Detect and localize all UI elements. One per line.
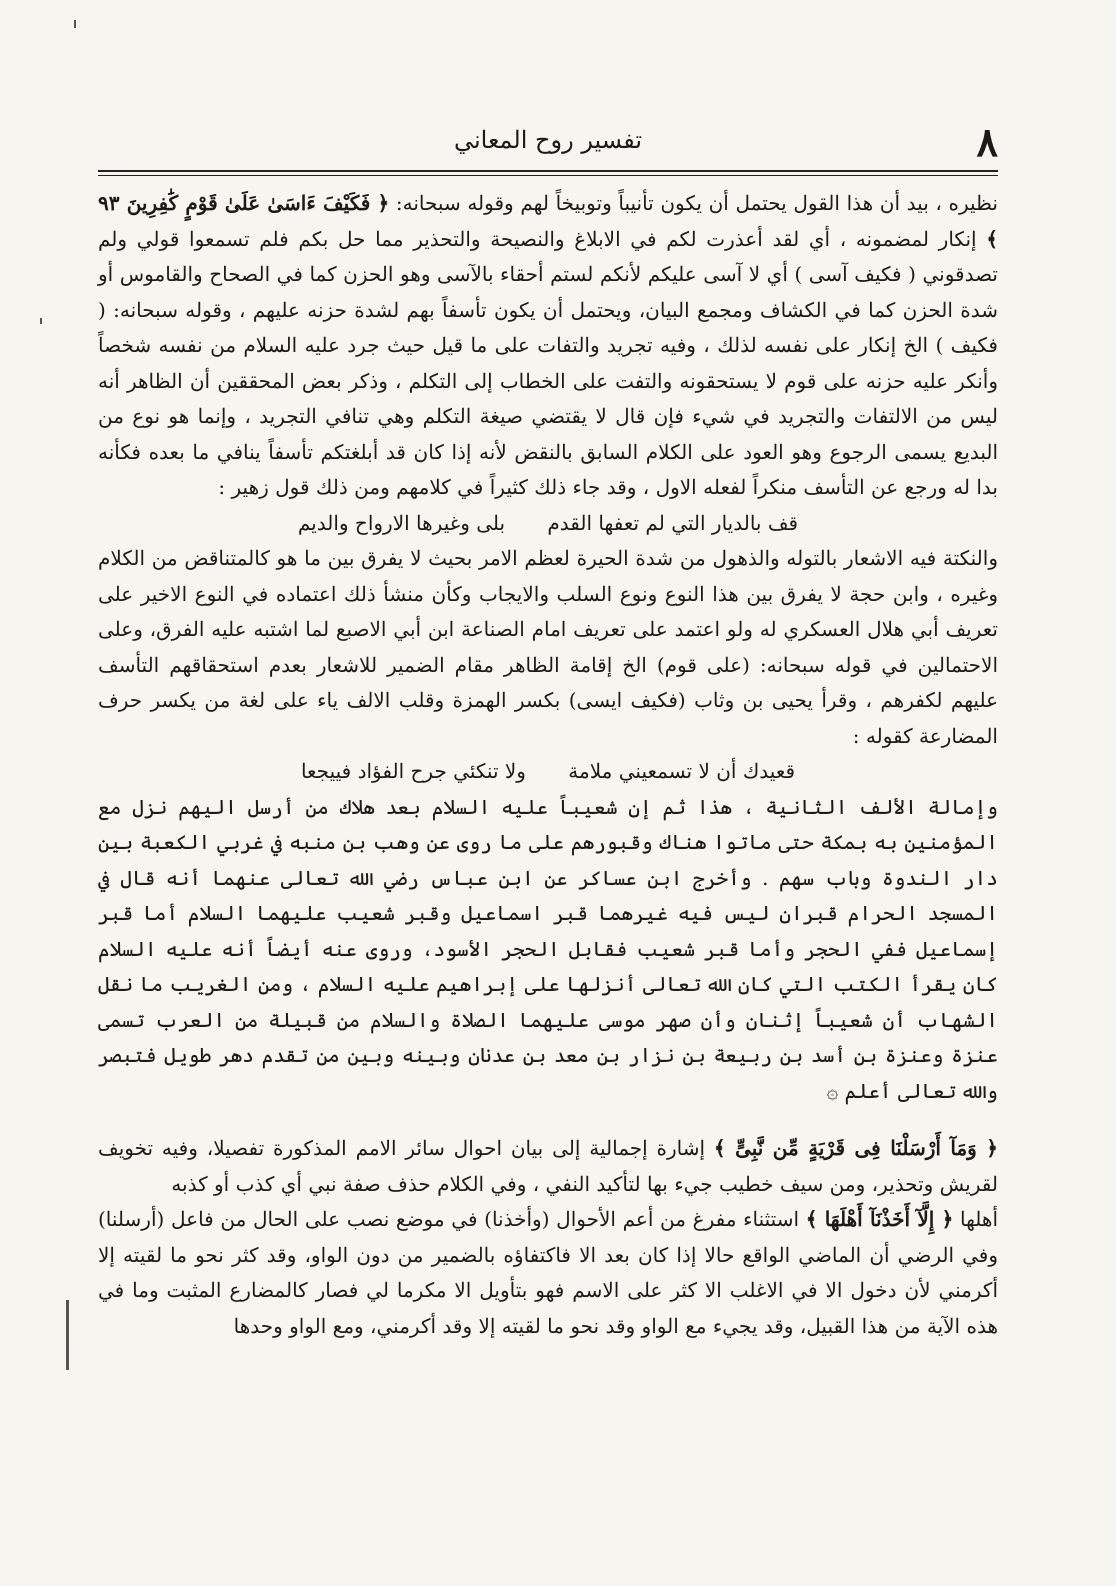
paragraph-1-lead: نظيره ، بيد أن هذا القول يحتمل أن يكون تأنيباً وتوبيخاً لهم وقوله سبحانه: — [395, 191, 998, 215]
paragraph-4 — [98, 1131, 998, 1202]
verse-second-hemistich: بلى وغيرها الارواح والديم — [297, 510, 506, 535]
paragraph-5-lead: أهلها — [959, 1207, 999, 1231]
header-rule — [98, 175, 998, 176]
quran-verse-94b: ﴿ إِلَّآ أَخَذْنَآ أَهْلَهَا ﴾ — [805, 1207, 954, 1231]
quran-verse-94a: ﴿ وَمَآ أَرْسَلْنَا فِى قَرْيَةٍ مِّن نَّبِىٍّ ﴾ — [713, 1136, 998, 1160]
paragraph-1-text: إنكار لمضمونه ، أي لقد أعذرت لكم في الابلاغ والنصيحة والتحذير مما حل بكم فلم تسمعوا قولي ولم تصدقوني ( فكيف آسى ) أي لا آسى عليكم لأنكم لستم أحقاء بالآسى وهو الحزن كما في الصحاح والقاموس أو شدة الحزن كما في الكشاف ومجمع البيان، ويحتمل أن يكون تأسفاً بهم لشدة حزنه عليهم ، وقوله سبحانه: ( فكيف ) الخ إنكار على نفسه لذلك ، وفيه تجريد والتفات على ما قيل حيث جرد عليه السلام من نفسه شخصاً وأنكر عليه حزنه على قوم لا يستحقونه والتفت على الخطاب إلى التكلم ، وذكر بعض المحققين أن الظاهر أنه ليس من الالتفات والتجريد في شيء فإن قال لا يقتضي صيغة التكلم وهي تنافي التجريد ، وإنما هو نوع من البديع يسمى الرجوع وهو العود على الكلام السابق بالنقض لأنه إذا كان قد أبلغتكم تأسفاً ينافي ما بعده فكأنه بدا له ورجع عن التأسف منكراً لفعله الاول ، وقد جاء ذلك كثيراً في كلامهم ومن ذلك قول زهير : — [98, 226, 998, 499]
paragraph-5-text: استثناء مفرغ من أعم الأحوال (وأخذنا) في موضع نصب على الحال من فاعل (أرسلنا) وفي الرضي أن الماضي الواقع حالا إذا كان بعد الا فاكتفاؤه بالضمير من دون الواو، وقد كثر نحو ما لقيته إلا أكرمني لأن دخول الا في الاغلب الا كثر على الاسم فهو بتأويل الا مكرما لي فصار كالمضارع المثبت وما في هذه الآية من هذا القبيل، وقد يجيء مع الواو وقد نحو ما لقيته إلا وقد أكرمني، ومع الواو وحدها — [98, 1207, 998, 1338]
paragraph-3: وإمالة الألف الثانية ، هذا ثم إن شعيباً عليه السلام بعد هلاك من أرسل اليهم نزل مع المؤمنين به بمكة حتى ماتوا هناك وقبورهم على ما روى عن وهب بن منبه في غربي الكعبة بين دار الندوة وباب سهم . وأخرج ابن عساكر عن ابن عباس رضي الله تعالى عنهما أنه قال في المسجد الحرام قبران ليس فيه غيرهما قبر اسماعيل وقبر شعيب عليهما السلام أما قبر إسماعيل ففي الحجر وأما قبر شعيب فقابل الحجر الأسود، وروى عنه أيضاً أنه عليه السلام كان يقرأ الكتب التي كان الله تعالى أنزلها على إبراهيم عليه السلام ، ومن الغريب ما نقل الشهاب أن شعيباً إثنان وأن صهر موسى عليهما الصلاة والسلام من قبيلة من العرب تسمى عنزة وعنزة بن أسد بن ربيعة بن نزار بن معد بن عدنان وبينه وبين من تقدم دهر طويل فتبصر والله تعالى أعلم ۞ — [98, 794, 998, 1103]
quran-verse-93: ﴿ فَكَيْفَ ءَاسَىٰ عَلَىٰ قَوْمٍ كَٰفِرِينَ ٩٣ ﴾ — [98, 191, 998, 251]
scan-mark — [66, 1300, 69, 1370]
page-number: ٨ — [976, 119, 998, 166]
running-title: تفسير روح المعاني — [453, 126, 643, 154]
verse-first-hemistich: قعيدك أن لا تسمعيني ملامة — [568, 759, 796, 783]
paragraph-2: والنكتة فيه الاشعار بالتوله والذهول من شدة الحيرة لعظم الامر بحيث لا يفرق بين ما هو كالمتناقض من الكلام وغيره ، وابن حجة لا يفرق بين هذا النوع ونوع السلب والايجاب وكأن منشأ ذلك اعتماده في النوع الاخير على تعريف أبي هلال العسكري له ولو اعتمد على تعريف امام الصناعة ابن أبي الاصبع لما اشتبه عليه الفرق، وعلى الاحتمالين في قوله سبحانه: (على قوم) الخ إقامة الظاهر مقام الضمير للاشعار بعدم استحقاقهم التأسف عليهم لكفرهم ، وقرأ يحيى بن وثاب (فكيف ايسى) بكسر الهمزة وقلب الالف ياء على لغة من يكسر حرف المضارعة كقوله : — [98, 546, 998, 748]
scan-mark — [40, 318, 42, 324]
section-gap — [98, 1109, 998, 1131]
verse-first-hemistich: قف بالديار التي لم تعفها القدم — [547, 510, 799, 535]
page-header — [98, 118, 998, 172]
page-body — [98, 186, 998, 1344]
document-page — [98, 118, 998, 1538]
verse-second-hemistich: ولا تنكئي جرح الفؤاد فييجعا — [300, 759, 526, 783]
paragraph-5 — [98, 1202, 998, 1344]
poetry-verse-qaiduk — [98, 754, 998, 790]
scan-mark — [74, 20, 76, 28]
paragraph-1 — [98, 186, 998, 506]
paragraph-4-text: إشارة إجمالية إلى بيان احوال سائر الامم المذكورة تفصيلا، وفيه تخويف لقريش وتحذير، ومن سيف خطيب جيء بها لتأكيد النفي ، وفي الكلام حذف صفة نبي أي كذب أو كذبه — [98, 1136, 998, 1196]
poetry-verse-zuhair — [98, 506, 998, 542]
